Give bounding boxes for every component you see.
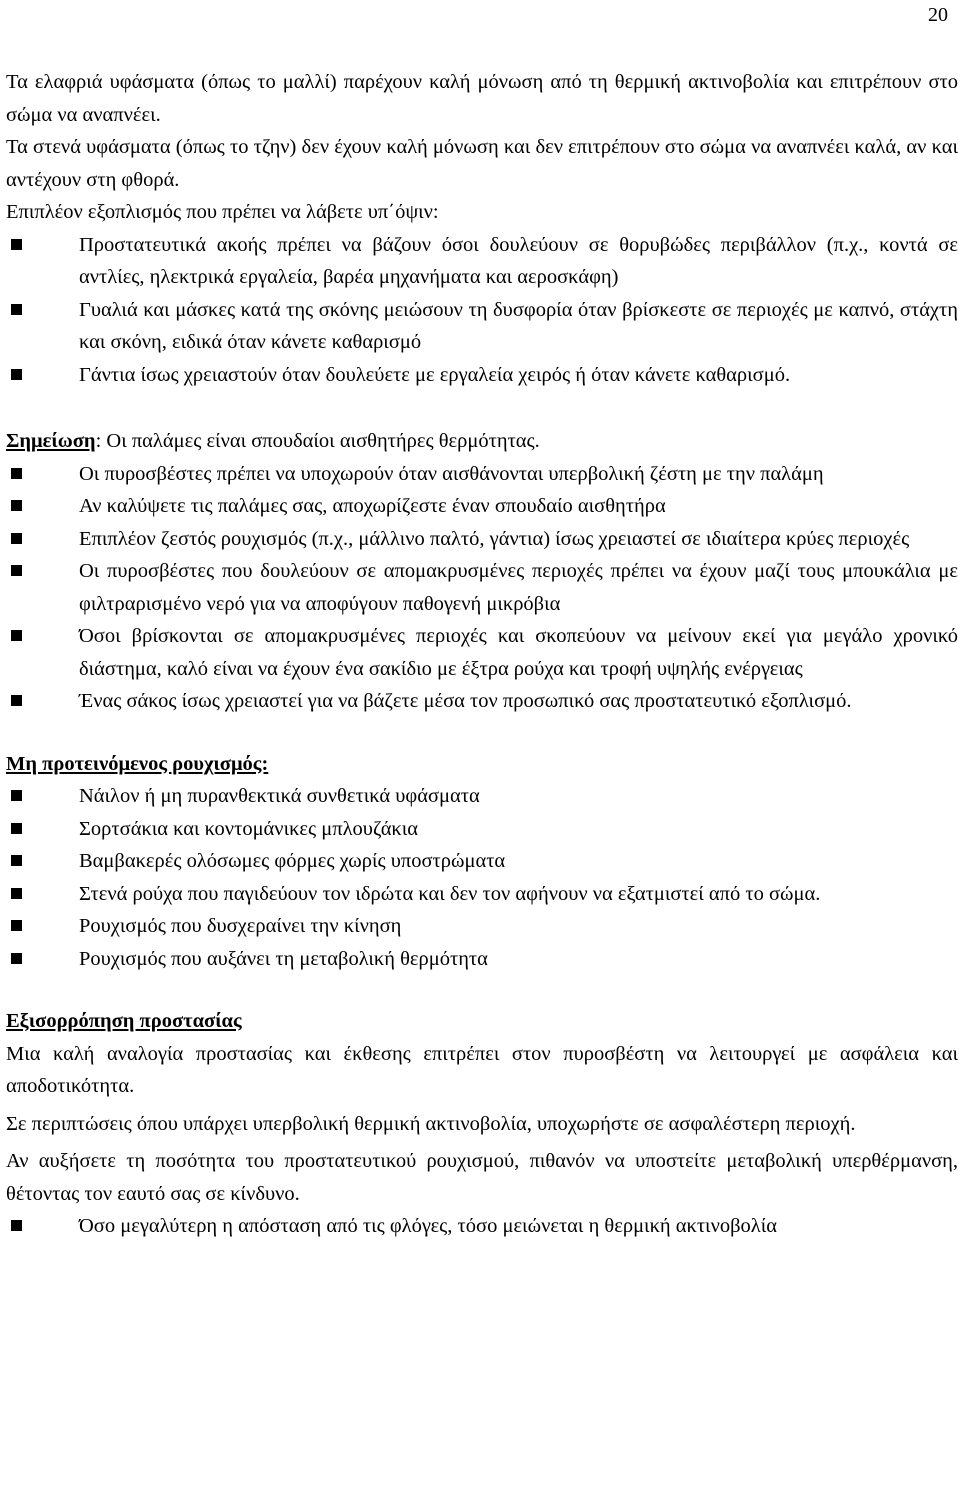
not-recommended-list xyxy=(6,780,958,975)
square-bullet-icon xyxy=(11,888,22,899)
list-item: Βαμβακερές ολόσωμες φόρμες χωρίς υποστρώματα xyxy=(6,845,958,878)
square-bullet-icon xyxy=(11,239,22,250)
square-bullet-icon xyxy=(11,823,22,834)
page-number: 20 xyxy=(928,4,948,26)
list-item: Γάντια ίσως χρειαστούν όταν δουλεύετε με εργαλεία χειρός ή όταν κάνετε καθαρισμό. xyxy=(6,359,958,392)
list-item: Νάιλον ή μη πυρανθεκτικά συνθετικά υφάσματα xyxy=(6,780,958,813)
balance-paragraph-3: Αν αυξήσετε τη ποσότητα του προστατευτικού ρουχισμού, πιθανόν να υποστείτε μεταβολική υπερθέρμανση, θέτοντας τον εαυτό σας σε κίνδυνο. xyxy=(6,1150,958,1205)
square-bullet-icon xyxy=(11,953,22,964)
list-item: Σορτσάκια και κοντομάνικες μπλουζάκια xyxy=(6,813,958,846)
square-bullet-icon xyxy=(11,790,22,801)
not-recommended-heading: Μη προτεινόμενος ρουχισμός: xyxy=(6,752,269,775)
balance-paragraph-1: Μια καλή αναλογία προστασίας και έκθεσης επιτρέπει στον πυροσβέστη να λειτουργεί με ασφάλεια και αποδοτικότητα. xyxy=(6,1042,958,1097)
equipment-list xyxy=(6,229,958,392)
square-bullet-icon xyxy=(11,630,22,641)
note-paragraph xyxy=(6,425,958,458)
balance-heading: Εξισορρόπηση προστασίας xyxy=(6,1010,242,1032)
list-item: Ένας σάκος ίσως χρειαστεί για να βάζετε μέσα τον προσωπικό σας προστατευτικό εξοπλισμό. xyxy=(6,685,958,718)
square-bullet-icon xyxy=(11,695,22,706)
square-bullet-icon xyxy=(11,369,22,380)
list-item: Όσοι βρίσκονται σε απομακρυσμένες περιοχές και σκοπεύουν να μείνουν εκεί για μεγάλο χρονικό διάστημα, καλό είναι να έχουν ένα σακίδιο με έξτρα ρούχα και τροφή υψηλής ενέργειας xyxy=(6,620,958,685)
note-text: : Οι παλάμες είναι σπουδαίοι αισθητήρες θερμότητας. xyxy=(95,430,540,452)
intro-paragraph-2: Τα στενά υφάσματα (όπως το τζην) δεν έχουν καλή μόνωση και δεν επιτρέπουν στο σώμα να αναπνέει καλά, αν και αντέχουν στη φθορά. xyxy=(6,136,958,191)
square-bullet-icon xyxy=(11,304,22,315)
note-label: Σημείωση xyxy=(6,430,96,452)
list-item: Επιπλέον ζεστός ρουχισμός (π.χ., μάλλινο παλτό, γάντια) ίσως χρειαστεί σε ιδιαίτερα κρύες περιοχές xyxy=(6,523,958,556)
balance-list xyxy=(6,1210,958,1243)
list-item: Γυαλιά και μάσκες κατά της σκόνης μειώσουν τη δυσφορία όταν βρίσκεστε σε περιοχές με καπνό, στάχτη και σκόνη, ειδικά όταν κάνετε καθαρισμό xyxy=(6,294,958,359)
balance-paragraph-2: Σε περιπτώσεις όπου υπάρχει υπερβολική θερμική ακτινοβολία, υποχωρήστε σε ασφαλέστερη περιοχή. xyxy=(6,1112,856,1135)
intro-paragraph-3: Επιπλέον εξοπλισμός που πρέπει να λάβετε υπ΄όψιν: xyxy=(6,201,439,223)
list-item: Αν καλύψετε τις παλάμες σας, αποχωρίζεστε έναν σπουδαίο αισθητήρα xyxy=(6,490,958,523)
square-bullet-icon xyxy=(11,468,22,479)
list-item: Ρουχισμός που αυξάνει τη μεταβολική θερμότητα xyxy=(6,943,958,976)
square-bullet-icon xyxy=(11,1220,22,1231)
square-bullet-icon xyxy=(11,920,22,931)
square-bullet-icon xyxy=(11,855,22,866)
document-body xyxy=(6,66,958,1243)
list-item: Ρουχισμός που δυσχεραίνει την κίνηση xyxy=(6,910,958,943)
square-bullet-icon xyxy=(11,500,22,511)
intro-paragraph-1: Τα ελαφριά υφάσματα (όπως το μαλλί) παρέχουν καλή μόνωση από τη θερμική ακτινοβολία και επιτρέπουν στο σώμα να αναπνέει. xyxy=(6,71,958,126)
list-item: Όσο μεγαλύτερη η απόσταση από τις φλόγες, τόσο μειώνεται η θερμική ακτινοβολία xyxy=(6,1210,958,1243)
list-item: Στενά ρούχα που παγιδεύουν τον ιδρώτα και δεν τον αφήνουν να εξατμιστεί από το σώμα. xyxy=(6,878,958,911)
note-list xyxy=(6,458,958,718)
square-bullet-icon xyxy=(11,565,22,576)
list-item: Οι πυροσβέστες που δουλεύουν σε απομακρυσμένες περιοχές πρέπει να έχουν μαζί τους μπουκάλια με φιλτραρισμένο νερό για να αποφύγουν παθογενή μικρόβια xyxy=(6,555,958,620)
square-bullet-icon xyxy=(11,533,22,544)
list-item: Προστατευτικά ακοής πρέπει να βάζουν όσοι δουλεύουν σε θορυβώδες περιβάλλον (π.χ., κοντά σε αντλίες, ηλεκτρικά εργαλεία, βαρέα μηχανήματα και αεροσκάφη) xyxy=(6,229,958,294)
list-item: Οι πυροσβέστες πρέπει να υποχωρούν όταν αισθάνονται υπερβολική ζέστη με την παλάμη xyxy=(6,458,958,491)
